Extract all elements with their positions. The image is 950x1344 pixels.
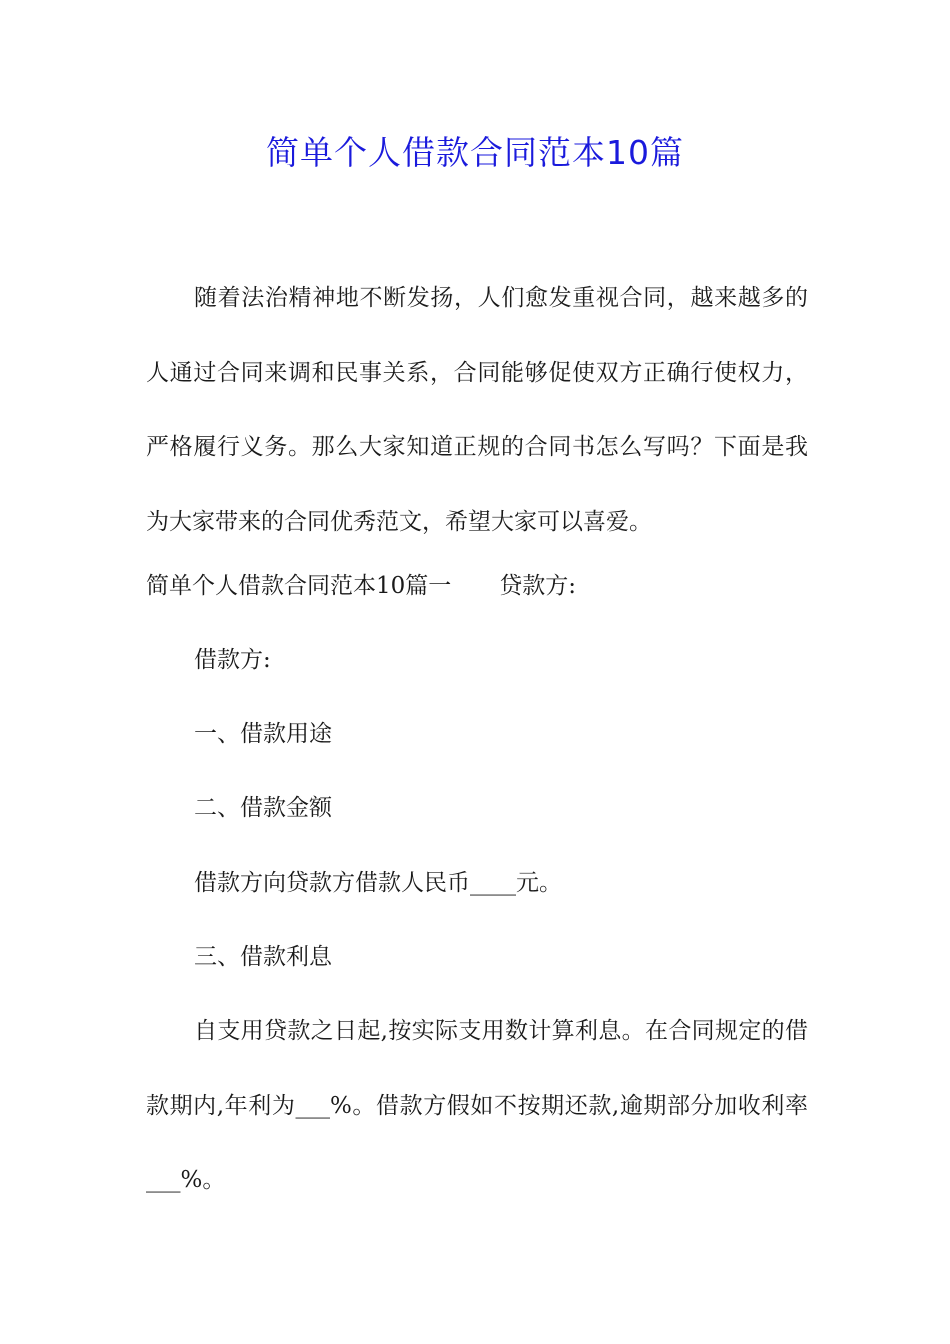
intro-paragraph: 随着法治精神地不断发扬，人们愈发重视合同，越来越多的人通过合同来调和民事关系，合同能够促使双方正确行使权力，严格履行义务。那么大家知道正规的合同书怎么写吗？下面是我为大家带来的合同优秀范文，希望大家可以喜爱。 [146,285,808,535]
section-heading-line [146,566,808,606]
amount-text: 借款方向贷款方借款人民币____元。 [194,870,562,896]
lender-label: 贷款方: [499,573,577,599]
clause-interest: 三、借款利息 [194,944,332,970]
borrower-label: 借款方: [194,647,271,673]
clause-amount: 二、借款金额 [194,795,332,821]
clause-purpose: 一、借款用途 [194,721,332,747]
interest-paragraph: 自支用贷款之日起,按实际支用数计算利息。在合同规定的借款期内,年利为___%。借款方假如不按期还款,逾期部分加收利率___%。 [146,1018,808,1193]
document-title: 简单个人借款合同范本10篇 [266,133,684,172]
section-heading: 简单个人借款合同范本10篇一 [146,573,452,599]
